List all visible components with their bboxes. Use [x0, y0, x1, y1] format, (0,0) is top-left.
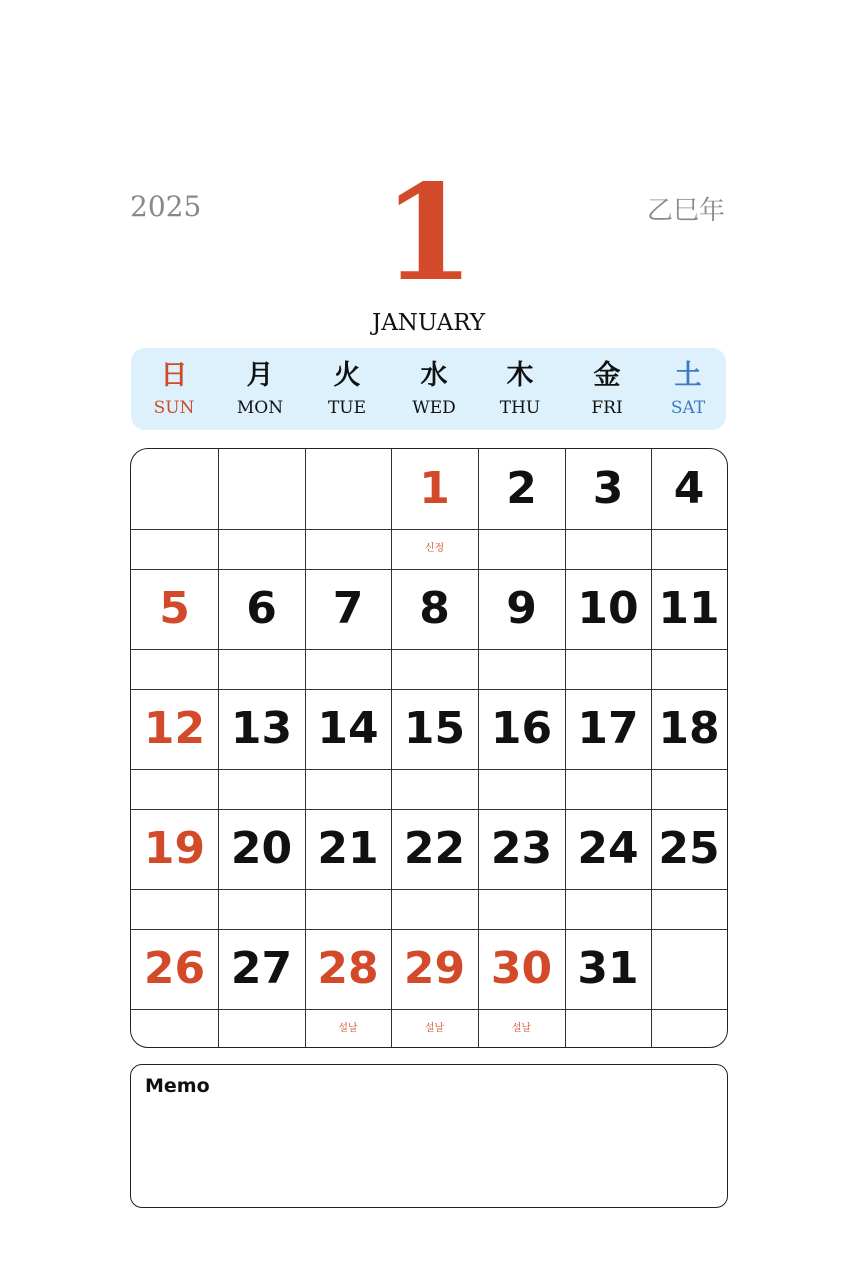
weekday-english: THU [499, 398, 541, 418]
weekday-kanji: 月 [246, 360, 274, 391]
weekday-wed [391, 348, 477, 430]
weekday-mon [217, 348, 303, 430]
weekday-kanji: 火 [333, 360, 361, 391]
calendar-day-number: 26 [143, 943, 206, 994]
weekday-kanji: 土 [674, 360, 702, 391]
calendar-day-number [218, 449, 305, 529]
calendar-day-number [651, 929, 727, 1009]
grid-row-divider [131, 889, 727, 890]
calendar-day-number [305, 449, 391, 529]
holiday-note: 신정 [424, 543, 445, 554]
grid-row-divider [131, 649, 727, 650]
calendar-day-number: 14 [317, 703, 379, 754]
holiday-note: 설날 [511, 1023, 532, 1034]
holiday-note: 설날 [424, 1023, 445, 1034]
weekday-fri [564, 348, 650, 430]
calendar-day-number: 21 [317, 823, 379, 874]
calendar-day-number: 6 [246, 583, 277, 634]
grid-row-divider [131, 769, 727, 770]
zodiac-year-label: 乙巳年 [646, 196, 725, 226]
calendar-day-number: 4 [673, 463, 705, 514]
calendar-day-number: 29 [403, 943, 466, 994]
calendar-day-number: 7 [332, 583, 364, 634]
weekday-tue [304, 348, 390, 430]
weekday-english: SUN [153, 398, 195, 418]
weekday-header-bar [131, 348, 726, 430]
calendar-day-number: 3 [592, 463, 624, 514]
calendar-day-number: 13 [230, 703, 293, 754]
month-name: JANUARY [371, 310, 486, 336]
calendar-day-number: 5 [159, 583, 190, 634]
calendar-day-number: 25 [658, 823, 720, 874]
weekday-kanji: 木 [506, 360, 534, 391]
weekday-english: SAT [670, 398, 706, 418]
holiday-note: 설날 [338, 1023, 358, 1034]
calendar-day-number: 2 [506, 463, 537, 514]
weekday-english: WED [412, 398, 456, 418]
weekday-kanji: 水 [420, 360, 448, 391]
calendar-day-number: 18 [658, 703, 720, 754]
calendar-day-number: 12 [143, 703, 206, 754]
calendar-day-number: 20 [230, 823, 293, 874]
calendar-day-number [131, 449, 218, 529]
weekday-sat [645, 348, 731, 430]
weekday-thu [477, 348, 563, 430]
calendar-day-number: 28 [317, 943, 379, 994]
calendar-day-number: 11 [658, 583, 720, 634]
weekday-kanji: 日 [160, 360, 188, 391]
calendar-day-number: 19 [143, 823, 206, 874]
memo-label: Memo [145, 1075, 210, 1097]
calendar-day-number: 27 [230, 943, 293, 994]
calendar-day-number: 31 [577, 943, 639, 994]
calendar-day-number: 1 [419, 463, 450, 514]
weekday-kanji: 金 [593, 360, 621, 391]
calendar-day-number: 17 [577, 703, 639, 754]
month-number: 1 [382, 156, 475, 311]
weekday-english: FRI [591, 398, 623, 418]
calendar-day-number: 23 [490, 823, 553, 874]
weekday-sun [131, 348, 217, 430]
calendar-day-number: 9 [506, 583, 537, 634]
calendar-day-number: 24 [577, 823, 639, 874]
calendar-grid [130, 448, 728, 1048]
weekday-english: MON [236, 398, 284, 418]
calendar-day-number: 22 [403, 823, 466, 874]
memo-box[interactable] [130, 1064, 728, 1208]
calendar-day-number: 8 [419, 583, 450, 634]
year-label: 2025 [130, 190, 202, 223]
calendar-day-number: 15 [403, 703, 466, 754]
calendar-day-number: 16 [490, 703, 553, 754]
calendar-day-number: 10 [577, 583, 639, 634]
weekday-english: TUE [327, 398, 367, 418]
calendar-day-number: 30 [490, 943, 553, 994]
